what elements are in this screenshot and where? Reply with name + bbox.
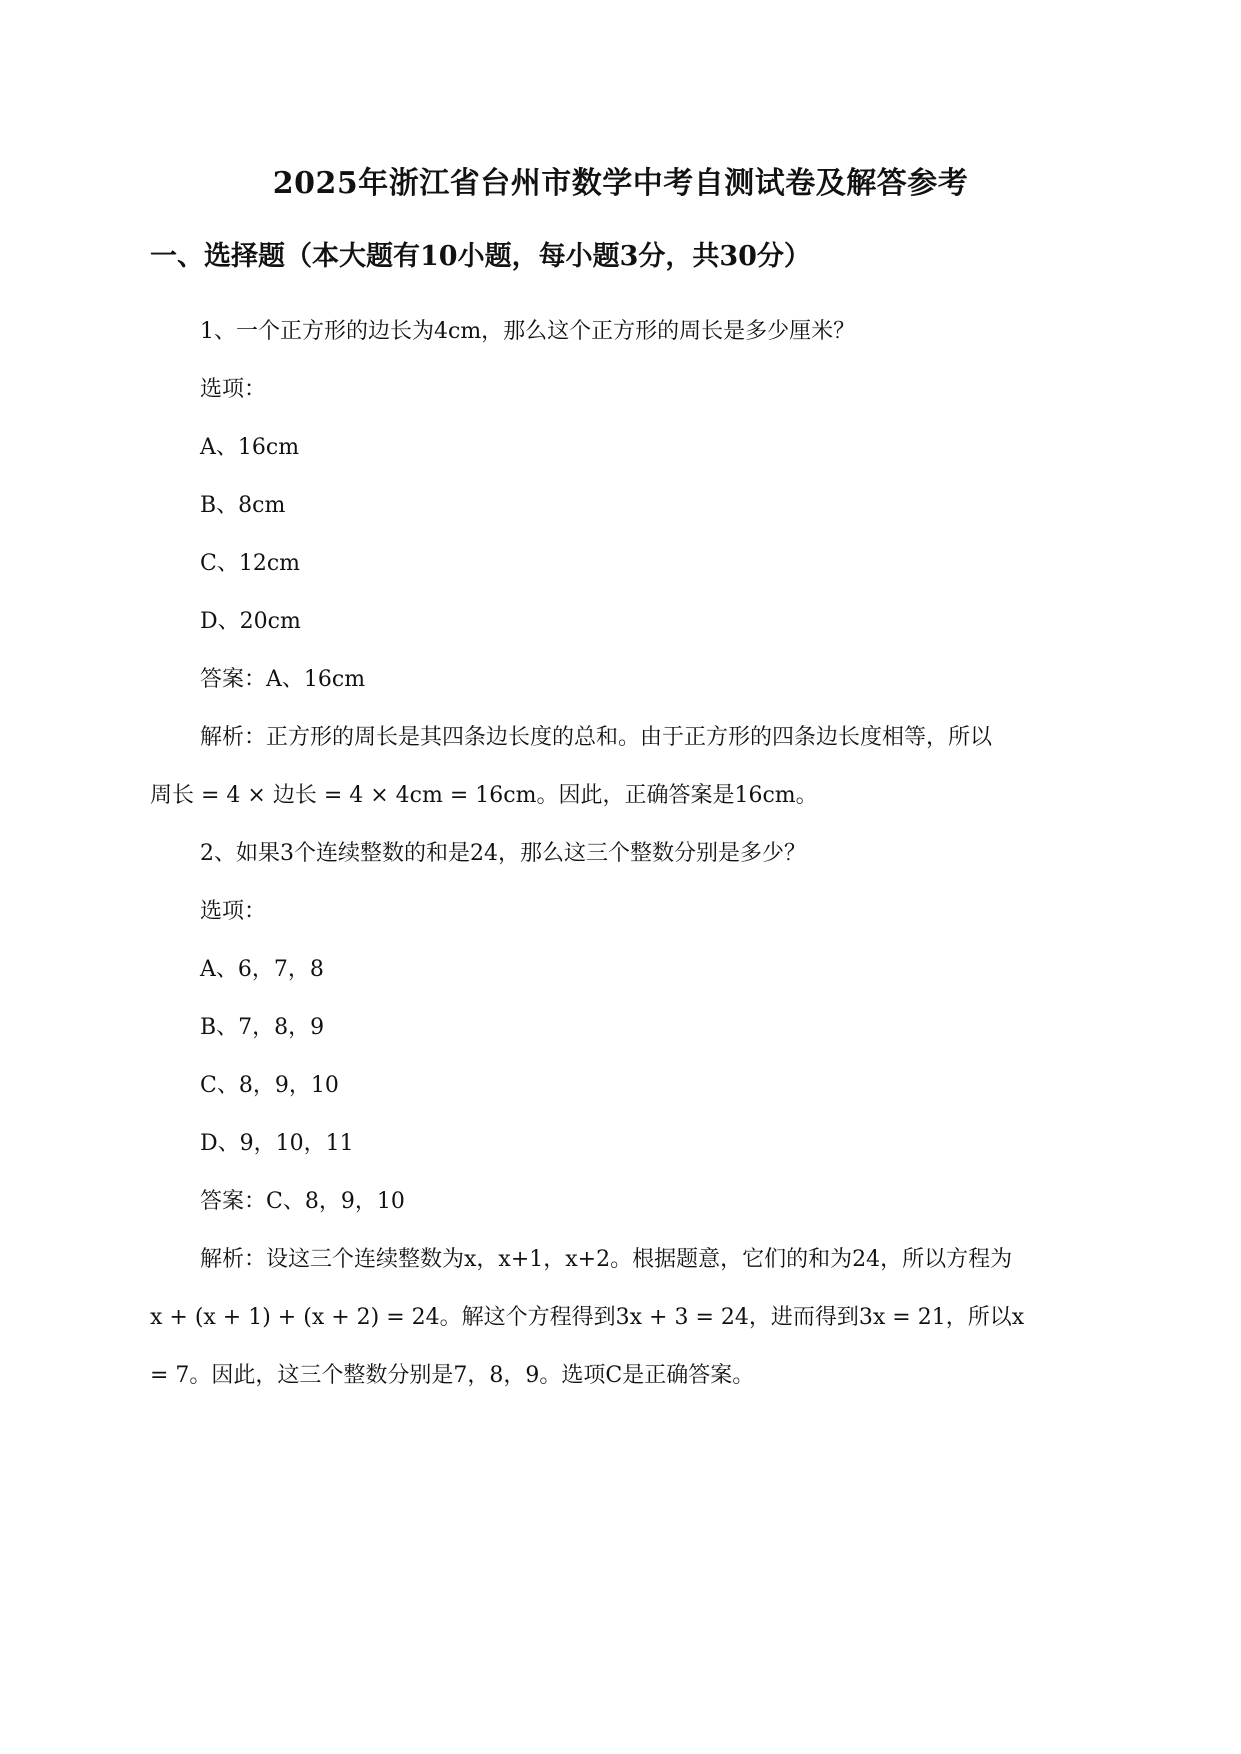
question-2-option-d: D、9，10，11: [200, 1131, 354, 1156]
question-2-option-b: B、7，8，9: [200, 1015, 325, 1040]
question-2-option-a: A、6，7，8: [200, 957, 324, 982]
question-1-analysis-line-1: 解析：正方形的周长是其四条边长度的总和。由于正方形的四条边长度相等，所以: [200, 725, 993, 750]
question-1-option-a: A、16cm: [200, 435, 300, 460]
question-1-analysis-line-2: 周长 = 4 × 边长 = 4 × 4cm = 16cm。因此，正确答案是16cm。: [150, 783, 818, 808]
question-1-option-b: B、8cm: [200, 493, 286, 518]
question-2-option-c: C、8，9，10: [200, 1073, 339, 1098]
question-1-options-label: 选项：: [200, 377, 267, 402]
question-2-analysis-line-3: = 7。因此，这三个整数分别是7，8，9。选项C是正确答案。: [150, 1363, 755, 1388]
page-title: 2025年浙江省台州市数学中考自测试卷及解答参考: [272, 166, 969, 201]
question-2-analysis-line-2: x + (x + 1) + (x + 2) = 24。解这个方程得到3x + 3 = 24，进而得到3x = 21，所以x: [150, 1305, 1025, 1330]
question-2-options-label: 选项：: [200, 899, 267, 924]
question-2-text: 2、如果3个连续整数的和是24，那么这三个整数分别是多少？: [200, 841, 806, 866]
question-1-answer: 答案：A、16cm: [200, 667, 366, 692]
question-2-answer: 答案：C、8，9，10: [200, 1189, 405, 1214]
section-heading: 一、选择题（本大题有10小题，每小题3分，共30分）: [150, 241, 811, 272]
question-2-analysis-line-1: 解析：设这三个连续整数为x，x+1，x+2。根据题意，它们的和为24，所以方程为: [200, 1247, 1013, 1272]
question-1-text: 1、一个正方形的边长为4cm，那么这个正方形的周长是多少厘米？: [200, 319, 856, 344]
question-1-option-d: D、20cm: [200, 609, 301, 634]
question-1-option-c: C、12cm: [200, 551, 301, 576]
